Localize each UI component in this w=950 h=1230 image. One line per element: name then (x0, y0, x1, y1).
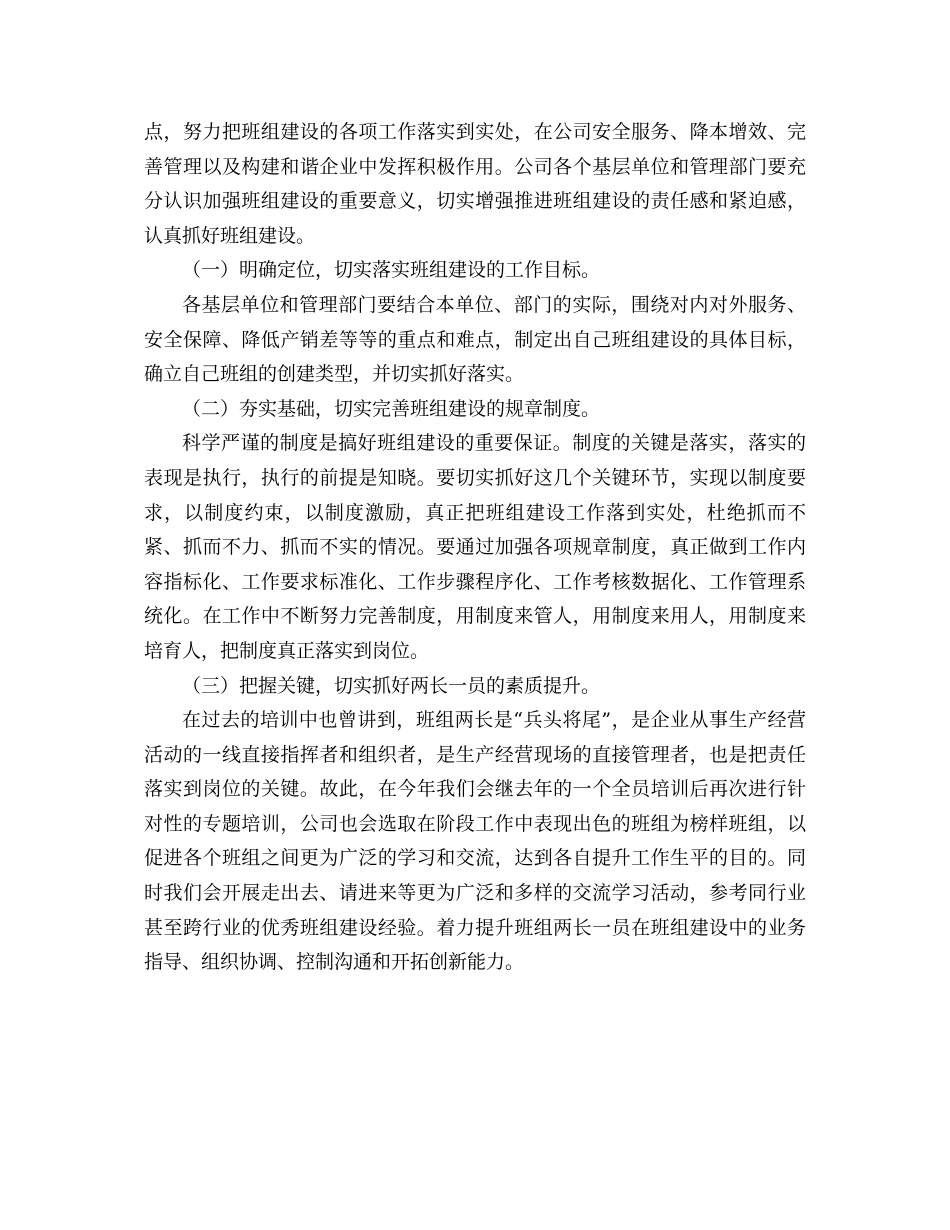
paragraph: 在过去的培训中也曾讲到，班组两长是“兵头将尾”，是企业从事生产经营活动的一线直接指挥者和组织者，是生产经营现场的直接管理者，也是把责任落实到岗位的关键。故此，在今年我们会继去年的一个全员培训后再次进行针对性的专题培训，公司也会选取在阶段工作中表现出色的班组为榜样班组，以促进各个班组之间更为广泛的学习和交流，达到各自提升工作生平的目的。同时我们会开展走出去、请进来等更为广泛和多样的交流学习活动，参考同行业甚至跨行业的优秀班组建设经验。着力提升班组两长一员在班组建设中的业务指导、组织协调、控制沟通和开拓创新能力。 (144, 709, 806, 974)
document-body (144, 115, 806, 980)
section-heading-1: （一）明确定位，切实落实班组建设的工作目标。 (182, 259, 601, 282)
section-heading-3: （三）把握关键，切实抓好两长一员的素质提升。 (182, 674, 601, 697)
paragraph-continued: 点，努力把班组建设的各项工作落实到实处，在公司安全服务、降本增效、完善管理以及构建和谐企业中发挥积极作用。公司各个基层单位和管理部门要充分认识加强班组建设的重要意义，切实增强推进班组建设的责任感和紧迫感，认真抓好班组建设。 (144, 121, 806, 247)
paragraph: 各基层单位和管理部门要结合本单位、部门的实际，围绕对内对外服务、安全保障、降低产销差等等的重点和难点，制定出自己班组建设的具体目标，确立自己班组的创建类型，并切实抓好落实。 (144, 293, 806, 386)
paragraph: 科学严谨的制度是搞好班组建设的重要保证。制度的关键是落实，落实的表现是执行，执行的前提是知晓。要切实抓好这几个关键环节，实现以制度要求，以制度约束，以制度激励，真正把班组建设工作落到实处，杜绝抓而不紧、抓而不力、抓而不实的情况。要通过加强各项规章制度，真正做到工作内容指标化、工作要求标准化、工作步骤程序化、工作考核数据化、工作管理系统化。在工作中不断努力完善制度，用制度来管人，用制度来用人，用制度来培育人，把制度真正落实到岗位。 (144, 432, 806, 662)
section-heading-2: （二）夯实基础，切实完善班组建设的规章制度。 (182, 397, 601, 420)
